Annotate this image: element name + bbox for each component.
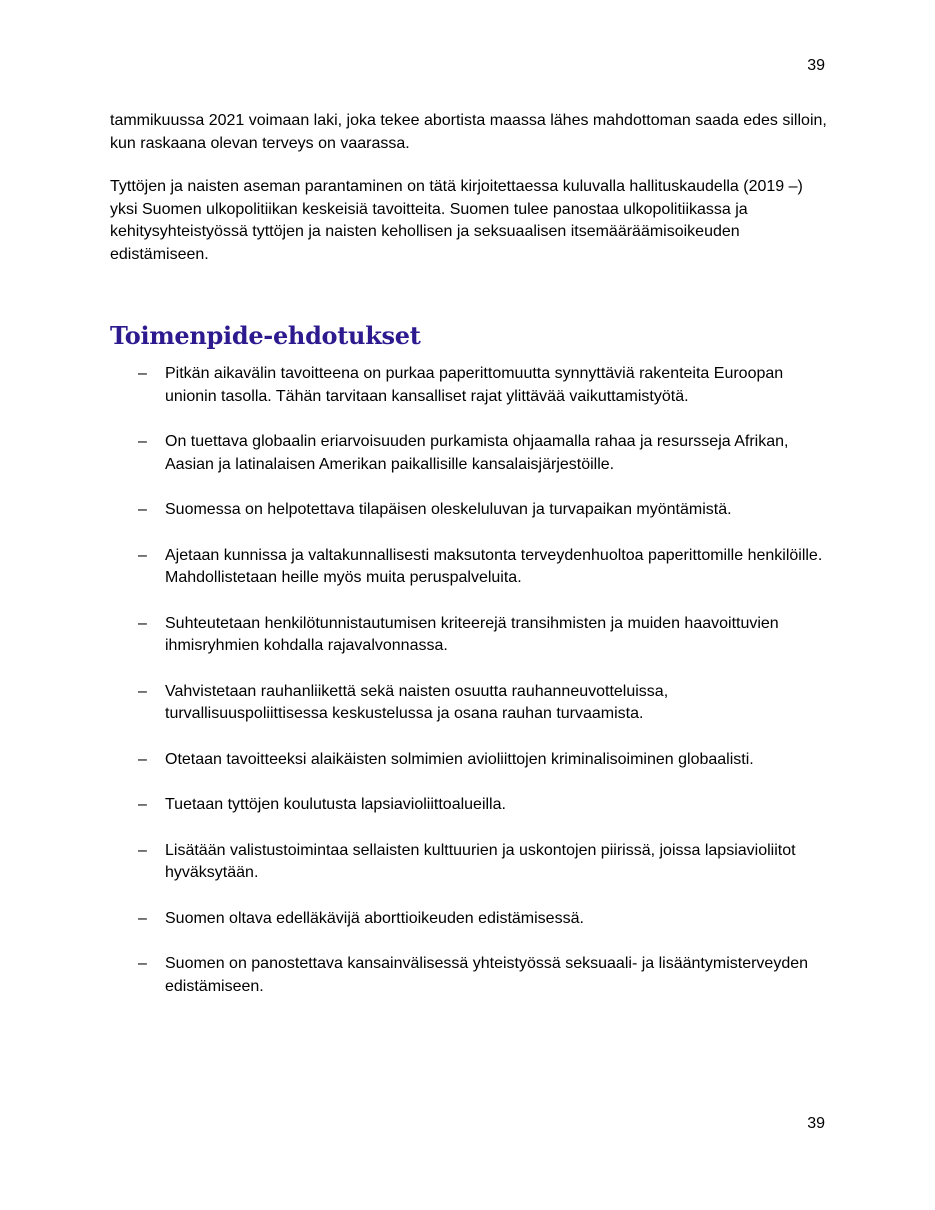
list-item-text: Suomen oltava edelläkävijä aborttioikeuden edistämisessä. bbox=[165, 909, 584, 927]
page-number-bottom: 39 bbox=[807, 1115, 825, 1132]
list-item-text: On tuettava globaalin eriarvoisuuden purkamista ohjaamalla rahaa ja resursseja Afrikan, Aasian ja latinalaisen Amerikan paikallisille kansalaisjärjestöille. bbox=[165, 433, 789, 473]
list-item bbox=[110, 908, 830, 931]
list-item bbox=[110, 840, 830, 885]
list-item bbox=[110, 794, 830, 817]
paragraph-2: Tyttöjen ja naisten aseman parantaminen on tätä kirjoitettaessa kuluvalla hallituskaudella (2019 –) yksi Suomen ulkopolitiikan keskeisiä tavoitteita. Suomen tulee panostaa ulkopolitiikassa ja kehitysyhteistyössä tyttöjen ja naisten kehollisen ja seksuaalisen itsemääräämisoikeuden edistämiseen. bbox=[110, 178, 803, 263]
list-item-text: Suomessa on helpotettava tilapäisen oleskeluluvan ja turvapaikan myöntämistä. bbox=[165, 501, 732, 518]
section-heading: Toimenpide-ehdotukset bbox=[110, 321, 421, 350]
list-item-text: Tuetaan tyttöjen koulutusta lapsiavioliittoalueilla. bbox=[165, 796, 506, 813]
dash-bullet: – bbox=[138, 682, 147, 700]
dash-bullet: – bbox=[138, 614, 147, 632]
dash-bullet: – bbox=[138, 796, 147, 813]
list-item bbox=[110, 681, 830, 726]
list-item-text: Pitkän aikavälin tavoitteena on purkaa paperittomuutta synnyttäviä rakenteita Euroopan unionin tasolla. Tähän tarvitaan kansalliset rajat ylittävää vaikuttamistyötä. bbox=[165, 365, 784, 405]
list-item-text: Ajetaan kunnissa ja valtakunnallisesti maksutonta terveydenhuoltoa paperittomille henkilöille. Mahdollistetaan heille myös muita peruspalveluita. bbox=[165, 546, 823, 586]
list-item bbox=[110, 499, 830, 522]
list-item-text: Lisätään valistustoimintaa sellaisten kulttuurien ja uskontojen piirissä, joissa lapsiavioliitot hyväksytään. bbox=[165, 841, 796, 881]
list-item-text: Suomen on panostettava kansainvälisessä yhteistyössä seksuaali- ja lisääntymisterveyden edistämiseen. bbox=[165, 955, 809, 995]
list-item bbox=[110, 545, 830, 590]
list-item bbox=[110, 749, 830, 772]
dash-bullet: – bbox=[138, 955, 147, 972]
page-content bbox=[110, 110, 830, 998]
dash-bullet: – bbox=[138, 750, 147, 768]
list-item bbox=[110, 613, 830, 658]
dash-bullet: – bbox=[138, 433, 147, 450]
dash-bullet: – bbox=[138, 841, 147, 859]
dash-bullet: – bbox=[138, 546, 147, 564]
dash-bullet: – bbox=[138, 501, 147, 518]
list-item bbox=[110, 953, 830, 998]
dash-bullet: – bbox=[138, 365, 147, 382]
proposal-list bbox=[110, 363, 830, 998]
paragraph-1: tammikuussa 2021 voimaan laki, joka tekee abortista maassa lähes mahdottoman saada edes silloin, kun raskaana olevan terveys on vaarassa. bbox=[110, 112, 827, 152]
list-item bbox=[110, 431, 830, 476]
list-item-text: Suhteutetaan henkilötunnistautumisen kriteerejä transihmisten ja muiden haavoittuvien ihmisryhmien kohdalla rajavalvonnassa. bbox=[165, 614, 779, 654]
list-item-text: Otetaan tavoitteeksi alaikäisten solmimien avioliittojen kriminalisoiminen globaalisti. bbox=[165, 750, 754, 768]
list-item-text: Vahvistetaan rauhanliikettä sekä naisten osuutta rauhanneuvotteluissa, turvallisuuspoliittisessa keskustelussa ja osana rauhan turvaamista. bbox=[165, 682, 669, 722]
page-number-top: 39 bbox=[807, 57, 825, 74]
list-item bbox=[110, 363, 830, 408]
dash-bullet: – bbox=[138, 909, 147, 927]
